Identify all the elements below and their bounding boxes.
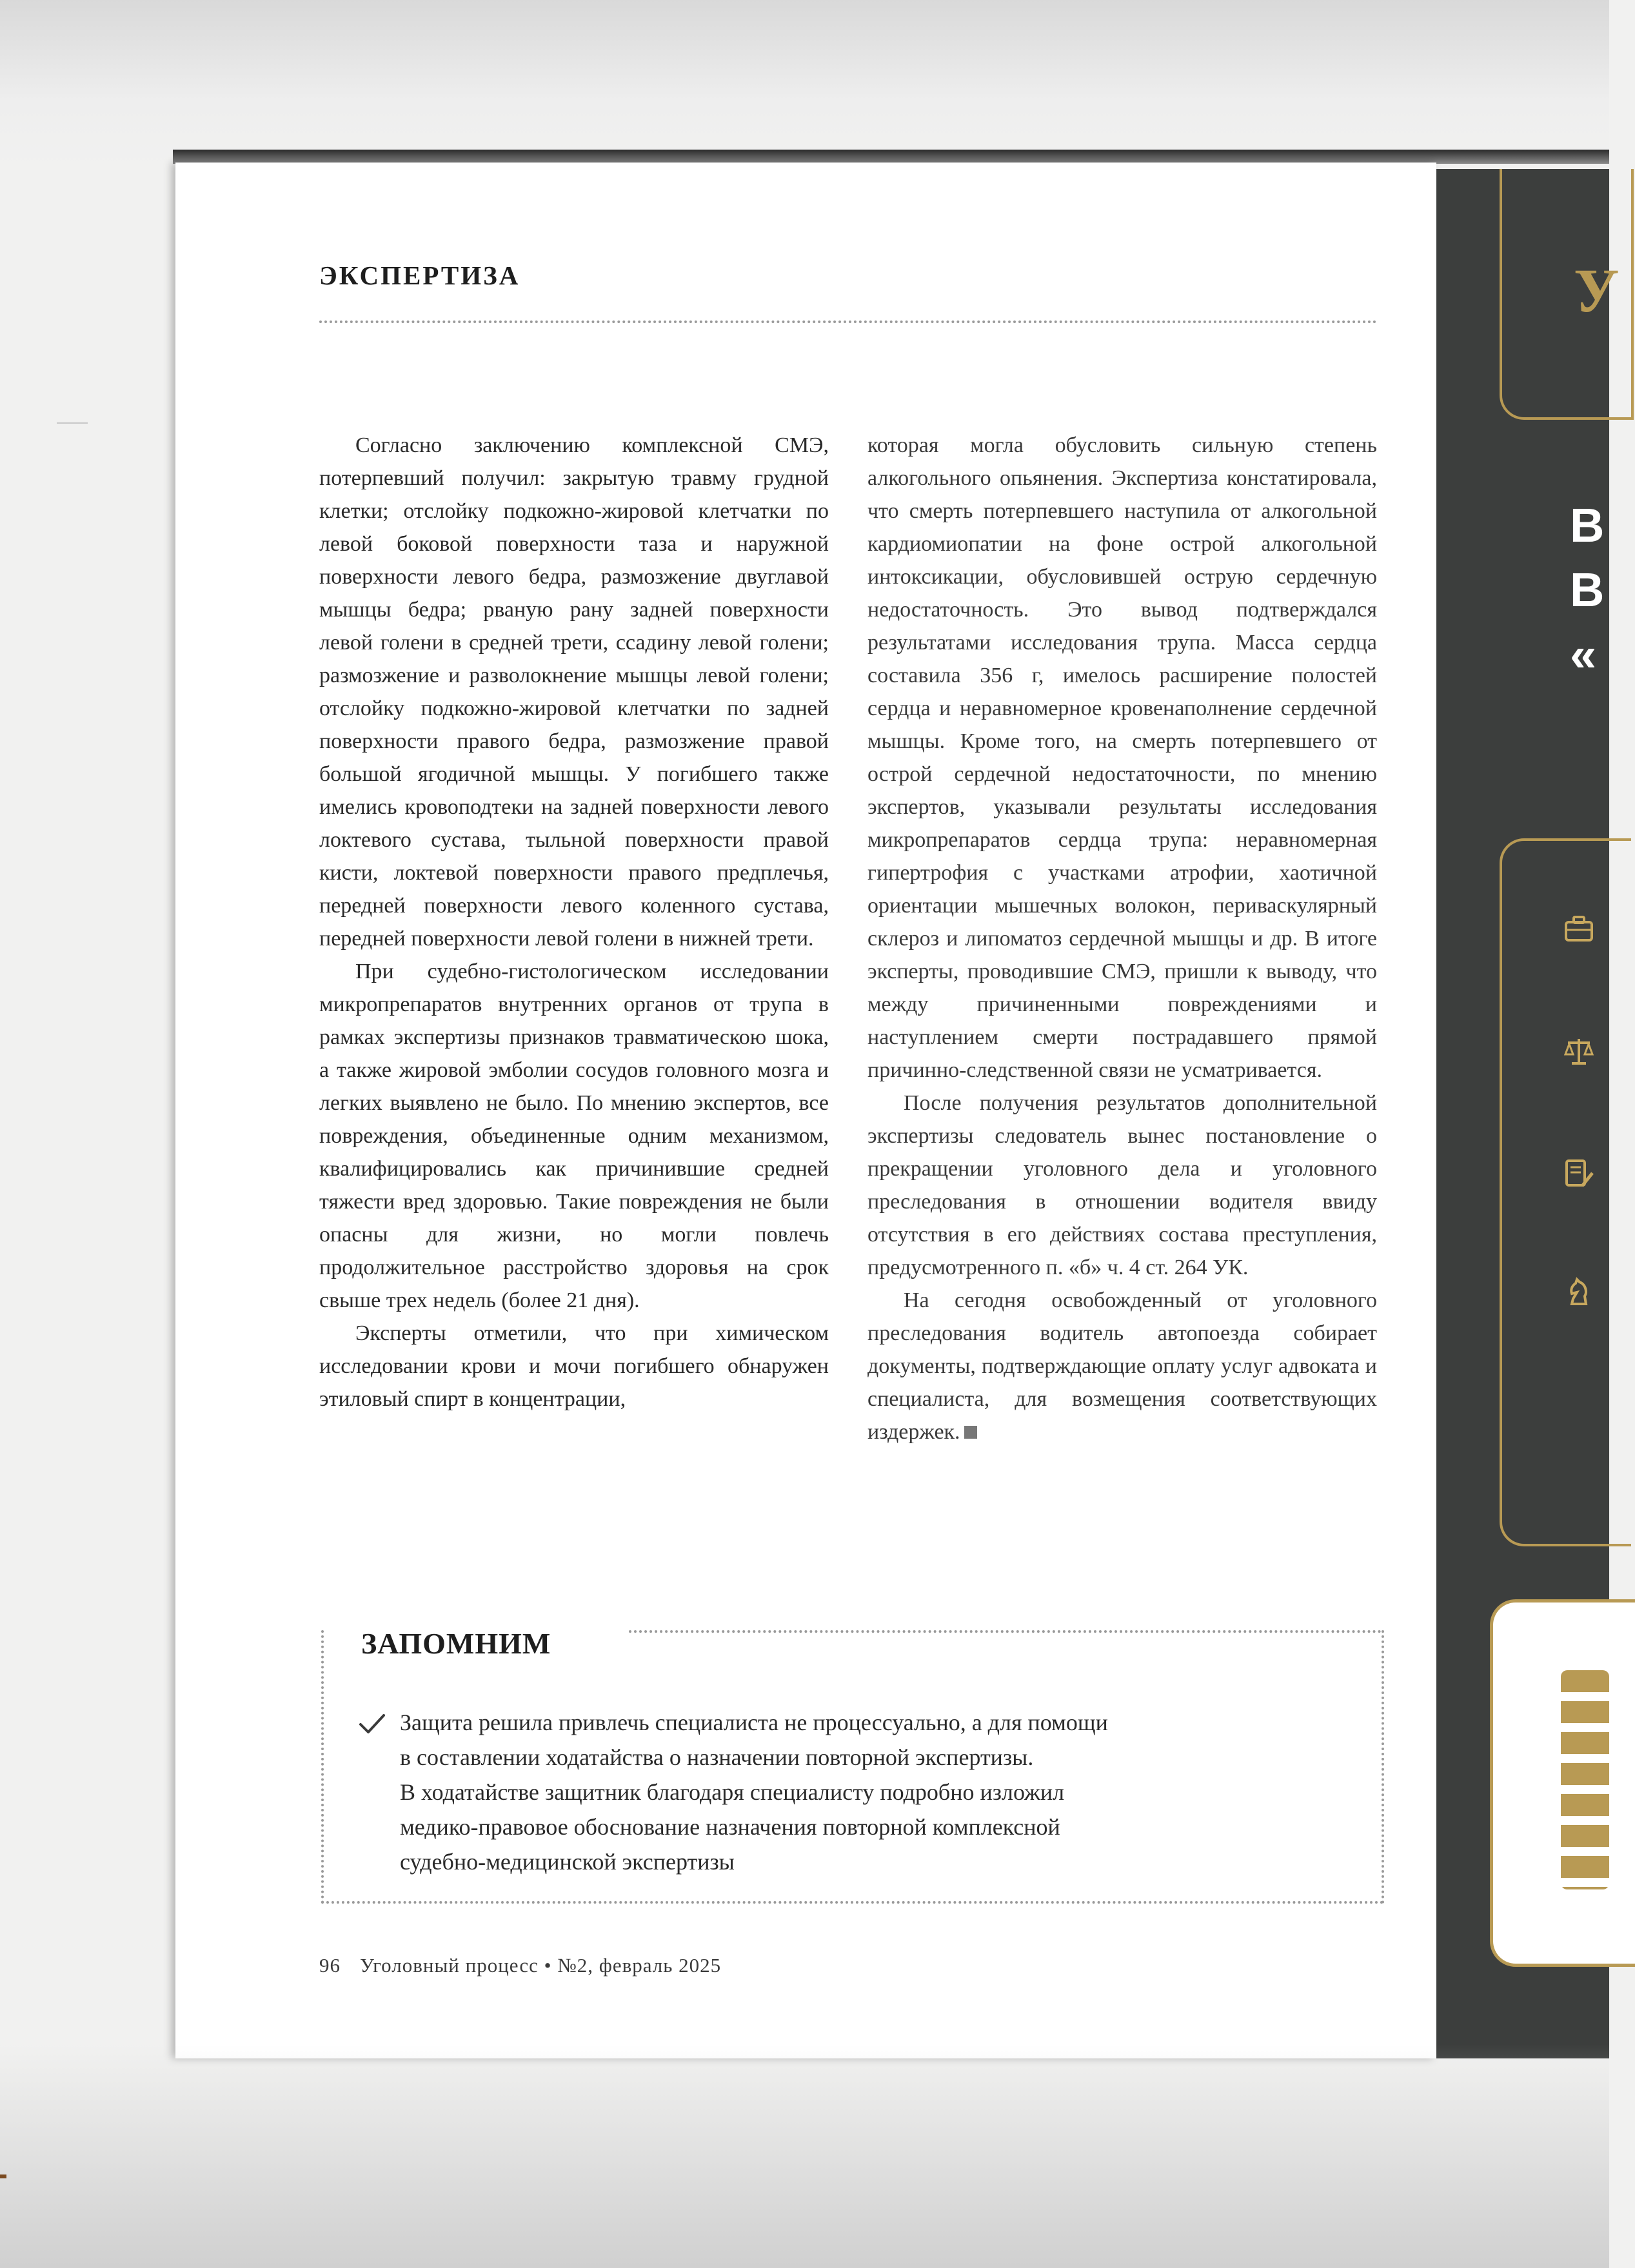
adjacent-page-letter: В (1570, 563, 1605, 616)
article-paragraph: После получения результатов дополнительной экспертизы следователь вынес постановление о прекращении уголовного дела и уголовного преследования в отношении водителя ввиду отсутствия в его действиях состава преступления, предусмотренного п. «б» ч. 4 ст. 264 УК. (867, 1091, 1377, 1279)
scan-artifact (0, 2174, 6, 2178)
adjacent-page-letter: В (1570, 498, 1605, 552)
remember-line: В ходатайстве защитник благодаря специалисту подробно изложил (400, 1779, 1065, 1805)
remember-text (400, 1705, 1335, 1879)
article-right-column (867, 429, 1377, 1448)
remember-line: в составлении ходатайства о назначении повторной экспертизы. (400, 1744, 1034, 1770)
chess-knight-icon (1560, 1277, 1598, 1316)
adjacent-page-letter: « (1570, 627, 1597, 681)
scan-shadow-bottom (0, 2044, 1609, 2268)
article-left-column (319, 429, 829, 1415)
article-paragraph: Согласно заключению комплексной СМЭ, потерпевший получил: закрытую травму грудной клетки; отслойку подкожно-жировой клетчатки по левой боковой поверхности таза и наружной поверхности левого бедра, размозжение двуглавой мышцы бедра; рваную рану задней поверхности левой голени в средней трети, ссадину левой голени; размозжение и разволокнение мышцы левой голени; отслойку подкожно-жировой клетчатки по задней поверхности правого бедра, размозжение правой большой ягодичной мышцы. У погибшего также имелись кровоподтеки на задней поверхности левого локтевого сустава, тыльной поверхности правой кисти, локтевой поверхности правого предплечья, передней поверхности левого коленного сустава, передней поверхности левой голени в нижней трети. (319, 433, 829, 951)
scan-shadow-top (0, 0, 1609, 168)
remember-line: судебно-медицинской экспертизы (400, 1849, 735, 1875)
end-of-article-mark (964, 1426, 977, 1439)
scan-artifact (57, 422, 88, 424)
article-paragraph: Эксперты отметили, что при химическом исследовании крови и мочи погибшего обнаружен этиловый спирт в концентрации, (319, 1321, 829, 1411)
remember-box-top-border (629, 1630, 1382, 1633)
page-footer (319, 1954, 740, 1977)
journal-info: Уголовный процесс • №2, февраль 2025 (360, 1954, 722, 1977)
article-paragraph: При судебно-гистологическом исследовании микропрепаратов внутренних органов от трупа в рамках экспертизы признаков травматическою шока, а также жировой эмболии сосудов головного мозга и легких выявлено не было. По мнению экспертов, все повреждения, объединенные одним механизмом, квалифицировались как причинившие средней тяжести вред здоровью. Такие повреждения не были опасны для жизни, но могли повлечь продолжительное расстройство здоровья на срок свыше трех недель (более 21 дня). (319, 960, 829, 1312)
section-title: ЭКСПЕРТИЗА (319, 261, 520, 290)
article-paragraph: которая могла обусловить сильную степень алкогольного опьянения. Экспертиза констатировала, что смерть потерпевшего наступила от алкогольной кардиомиопатии на фоне острой алкогольной интоксикации, обусловившей острую сердечную недостаточность. Это вывод подтверждался результатами исследования трупа. Масса сердца составила 356 г, имелось расширение полостей сердца и неравномерное кровенаполнение сердечной мышцы. Кроме того, на смерть потерпевшего от острой сердечной недостаточности, по мнению экспертов, указывали результаты исследования микропрепаратов сердца трупа: неравномерная гипертрофия с участками атрофии, хаотичной ориентации мышечных волокон, периваскулярный склероз и липоматоз сердечной мышцы и др. В итоге эксперты, проводившие СМЭ, пришли к выводу, что между причиненными повреждениями и наступлением смерти пострадавшего прямой причинно-следственной связи не усматривается. (867, 433, 1377, 1082)
scales-icon (1560, 1035, 1598, 1074)
briefcase-icon (1560, 912, 1598, 951)
adjacent-page-heading (1570, 493, 1604, 687)
document-pen-icon (1560, 1158, 1598, 1196)
article-paragraph (867, 1284, 1377, 1448)
article-paragraph-text: На сегодня освобожденный от уголовного преследования водитель автопоезда собирает документы, подтверждающие оплату услуг адвоката и специалиста, для возмещения соответствующих издержек. (867, 1288, 1377, 1444)
checkmark-icon (358, 1710, 386, 1739)
page-top-edge (173, 150, 1609, 164)
adjacent-page-letter: У (1574, 256, 1620, 325)
page-number: 96 (319, 1954, 341, 1977)
remember-line: Защита решила привлечь специалиста не процессуально, а для помощи (400, 1710, 1108, 1735)
qr-code-icon (1561, 1670, 1609, 1889)
remember-line: медико-правовое обоснование назначения повторной комплексной (400, 1814, 1060, 1840)
remember-title: ЗАПОМНИМ (361, 1627, 551, 1660)
header-divider (319, 320, 1377, 323)
